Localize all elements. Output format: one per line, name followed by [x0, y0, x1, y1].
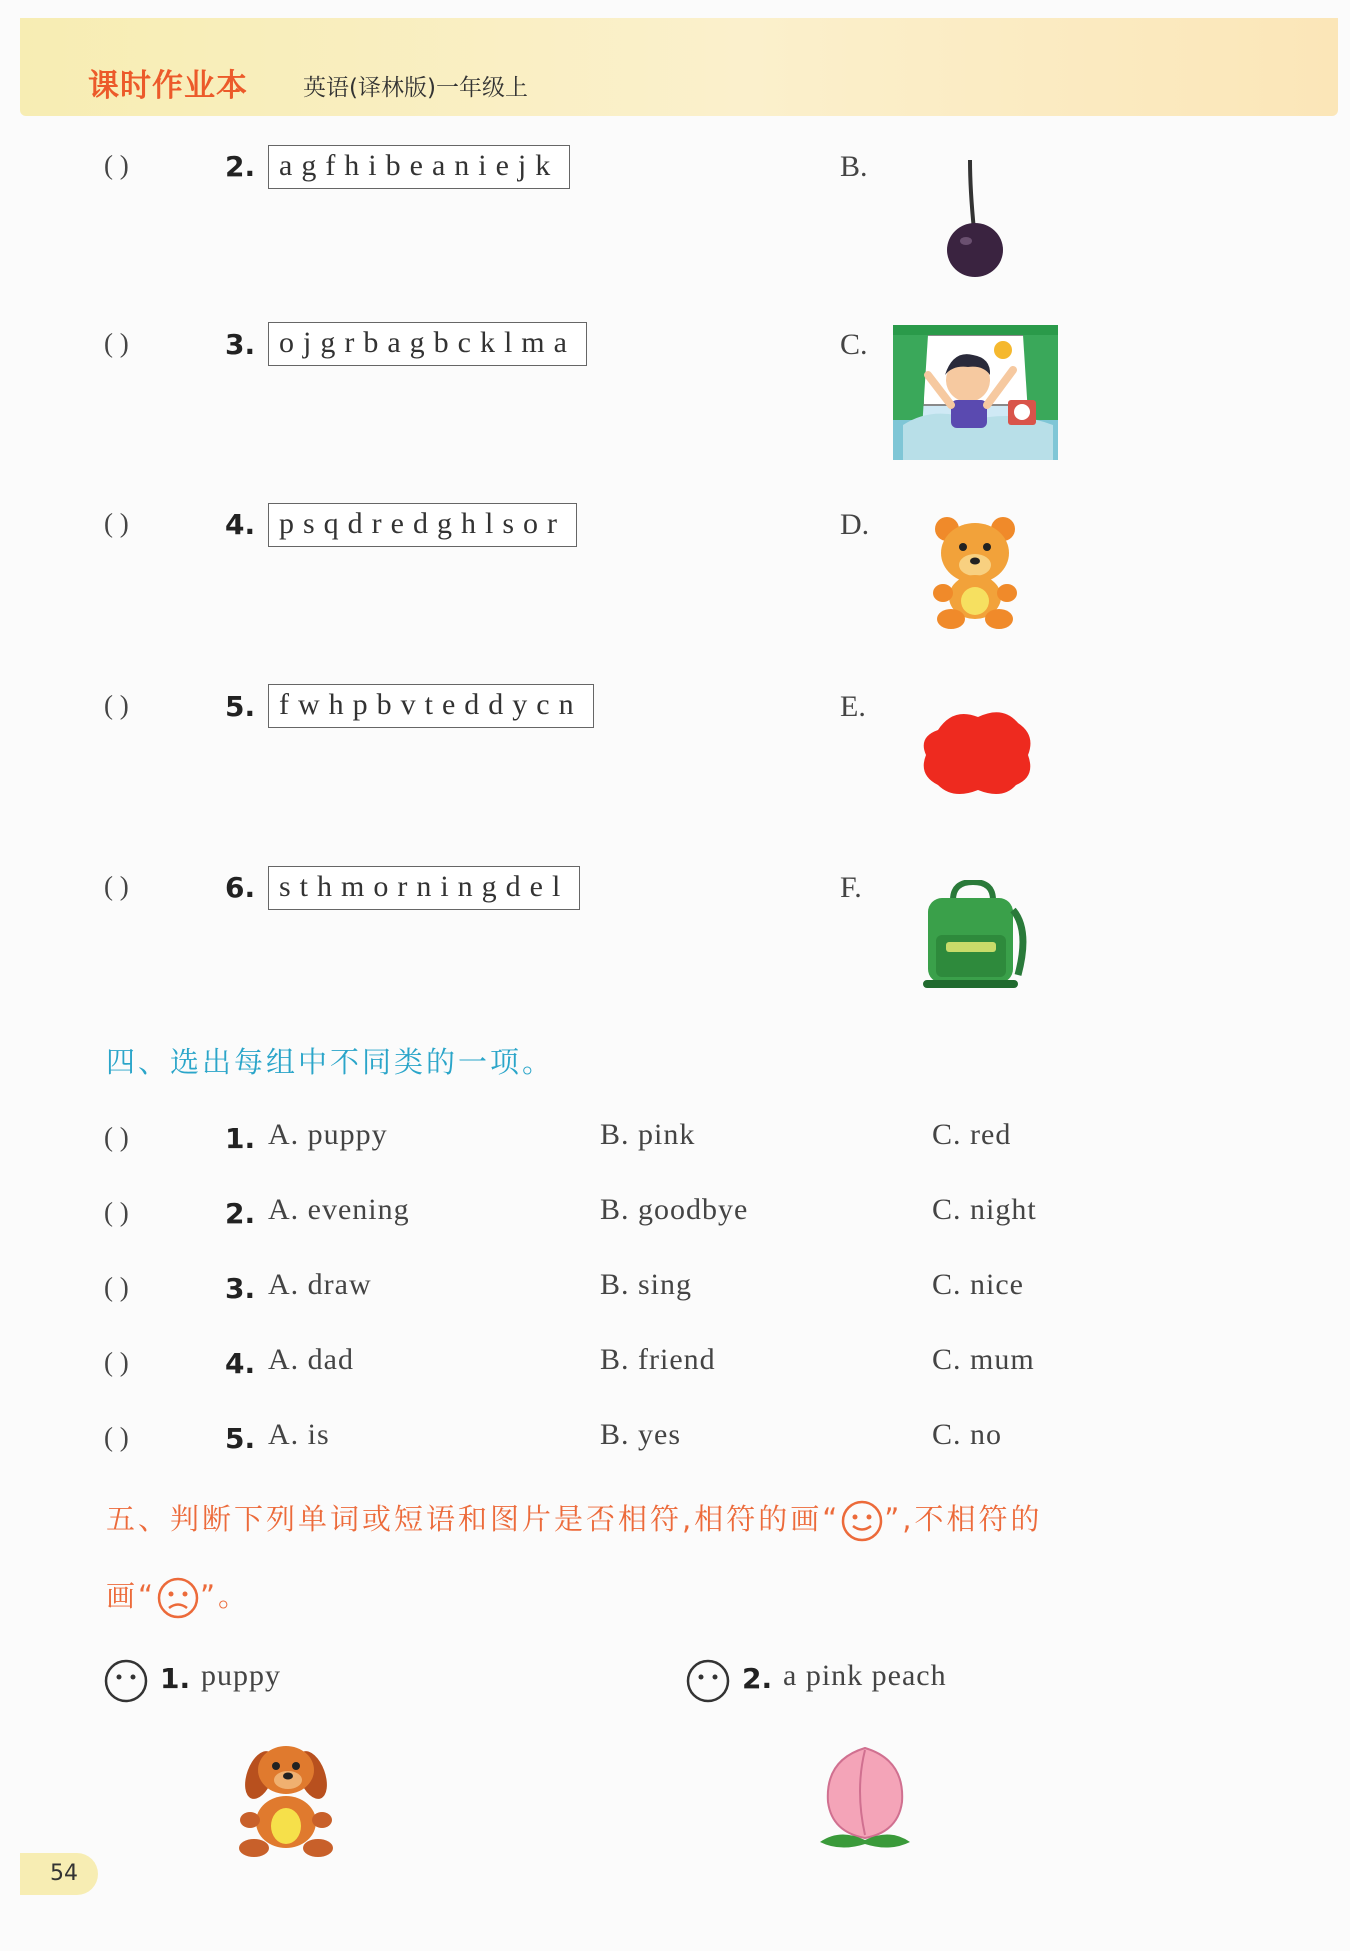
option-c: C. nice	[932, 1268, 1024, 1301]
section-5-title	[106, 1497, 1043, 1543]
letter-box: agfhibeaniejk	[268, 145, 570, 189]
option-letter: F.	[840, 871, 862, 904]
section-5-title-part2: ”,不相符的	[884, 1502, 1043, 1536]
option-letter: E.	[840, 690, 866, 723]
letter-box: psqdredghlsor	[268, 503, 577, 547]
item-text: puppy	[201, 1659, 281, 1692]
option-c: C. red	[932, 1118, 1012, 1151]
option-c: C. no	[932, 1418, 1003, 1451]
option-c: C. night	[932, 1193, 1037, 1226]
question-number: 2.	[742, 1662, 773, 1695]
green-schoolbag-picture	[918, 880, 1033, 990]
option-a: A. evening	[268, 1193, 410, 1226]
page-number: 54	[20, 1853, 98, 1895]
red-blob-picture	[918, 705, 1038, 800]
question-number: 2.	[225, 1197, 256, 1230]
option-a: A. draw	[268, 1268, 372, 1301]
answer-paren[interactable]: ( )	[104, 1122, 129, 1152]
answer-paren[interactable]: ( )	[104, 1197, 129, 1227]
blank-face-icon[interactable]	[685, 1658, 731, 1704]
section-5-title-part4: ”。	[200, 1579, 251, 1613]
answer-paren[interactable]: ( )	[104, 690, 129, 720]
option-b: B. goodbye	[600, 1193, 749, 1226]
section-5-title-part3: 画“	[106, 1579, 157, 1613]
option-b: B. pink	[600, 1118, 696, 1151]
answer-paren[interactable]: ( )	[104, 150, 129, 180]
pink-peach-picture	[810, 1740, 920, 1855]
letter-box: fwhpbvteddycn	[268, 684, 594, 728]
option-letter: D.	[840, 508, 870, 541]
puppy-toy-picture	[230, 1740, 340, 1860]
option-letter: B.	[840, 150, 868, 183]
option-a: A. dad	[268, 1343, 354, 1376]
question-number: 1.	[160, 1662, 191, 1695]
letter-box: sthmorningdel	[268, 866, 580, 910]
answer-paren[interactable]: ( )	[104, 871, 129, 901]
brand-title: 课时作业本	[88, 68, 248, 104]
question-number: 1.	[225, 1122, 256, 1155]
blank-face-icon[interactable]	[103, 1658, 149, 1704]
answer-paren[interactable]: ( )	[104, 328, 129, 358]
sad-face-icon	[156, 1576, 200, 1620]
question-number: 6.	[225, 871, 256, 904]
option-b: B. sing	[600, 1268, 693, 1301]
section-5-title-line2	[106, 1574, 250, 1620]
section-5-title-part1: 五、判断下列单词或短语和图片是否相符,相符的画“	[106, 1502, 841, 1536]
question-number: 5.	[225, 690, 256, 723]
question-number: 2.	[225, 150, 256, 183]
section-4-title: 四、选出每组中不同类的一项。	[106, 1045, 555, 1079]
boy-waking-up-picture	[893, 325, 1058, 460]
smiley-face-icon	[840, 1499, 884, 1543]
answer-paren[interactable]: ( )	[104, 508, 129, 538]
cherry-picture	[940, 155, 1010, 280]
question-number: 4.	[225, 1347, 256, 1380]
answer-paren[interactable]: ( )	[104, 1347, 129, 1377]
answer-paren[interactable]: ( )	[104, 1422, 129, 1452]
question-number: 3.	[225, 328, 256, 361]
option-b: B. friend	[600, 1343, 716, 1376]
letter-box: ojgrbagbcklma	[268, 322, 587, 366]
question-number: 3.	[225, 1272, 256, 1305]
answer-paren[interactable]: ( )	[104, 1272, 129, 1302]
option-c: C. mum	[932, 1343, 1035, 1376]
option-b: B. yes	[600, 1418, 681, 1451]
teddy-bear-picture	[925, 515, 1025, 630]
question-number: 5.	[225, 1422, 256, 1455]
option-letter: C.	[840, 328, 868, 361]
option-a: A. puppy	[268, 1118, 388, 1151]
question-number: 4.	[225, 508, 256, 541]
item-text: a pink peach	[783, 1659, 947, 1692]
book-subtitle: 英语(译林版)一年级上	[303, 75, 528, 101]
option-a: A. is	[268, 1418, 330, 1451]
